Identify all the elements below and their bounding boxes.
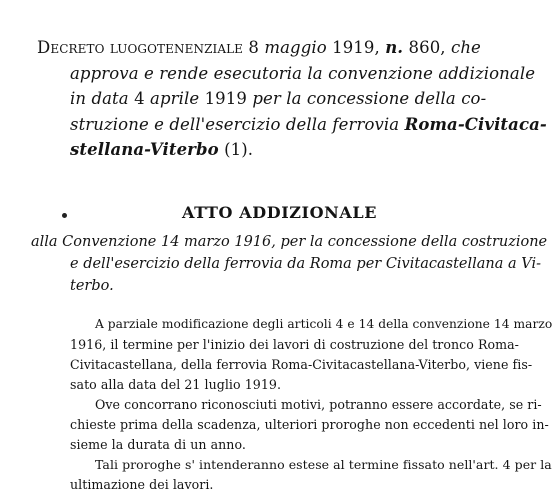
- decree-year: 1919,: [326, 38, 386, 57]
- body-line-2: 1916, il termine per l'inizio dei lavori di costruzione del tronco Roma-: [70, 337, 519, 352]
- decree-line-4-b: Roma-Civitaca-: [404, 115, 547, 134]
- body-line-8: Tali proroghe s' intenderanno estese al termine fissato nell'art. 4 per la: [95, 457, 552, 472]
- decree-number: 860,: [403, 38, 451, 57]
- sub-line-3: terbo.: [70, 278, 114, 294]
- sub-line-1: alla Convenzione 14 marzo 1916, per la concessione della costruzione: [31, 234, 548, 250]
- decree-day: 8: [243, 38, 265, 57]
- body-line-5: Ove concorrano riconosciuti motivi, potranno essere accordate, se ri-: [95, 397, 542, 412]
- body-line-6: chieste prima della scadenza, ulteriori proroghe non eccedenti nel loro in-: [70, 417, 549, 432]
- decree-line-2: approva e rende esecutoria la convenzione addizionale: [70, 64, 536, 83]
- decree-line-3-b: 4: [134, 89, 145, 108]
- decree-line-5: [70, 140, 253, 159]
- decree-line-4: [70, 115, 547, 134]
- ink-dot: [62, 213, 67, 218]
- decree-line-5-a: stellana-Viterbo: [70, 140, 219, 159]
- decree-month: maggio: [264, 38, 327, 57]
- body-line-4: sato alla data del 21 luglio 1919.: [70, 377, 282, 392]
- decree-line-5-b: (1).: [218, 140, 254, 159]
- decree-type: Decreto luogotenenziale: [37, 38, 244, 57]
- body-line-1: A parziale modificazione degli articoli 4 e 14 della convenzione 14 marzo: [95, 317, 553, 331]
- body-line-9: ultimazione dei lavori.: [70, 477, 214, 492]
- section-title: ATTO ADDIZIONALE: [181, 203, 378, 222]
- body-line-3: Civitacastellana, della ferrovia Roma-Civitacastellana-Viterbo, viene fis-: [70, 357, 533, 372]
- decree-line-3-c: aprile: [144, 89, 205, 108]
- decree-che: che: [450, 38, 481, 57]
- decree-line-1: [37, 38, 481, 57]
- decree-line-3: [70, 89, 486, 108]
- decree-number-label: n.: [385, 38, 404, 57]
- decree-line-3-d: 1919: [204, 89, 247, 108]
- body-line-7: sieme la durata di un anno.: [70, 437, 246, 452]
- decree-line-3-e: per la concessione della co-: [246, 89, 487, 108]
- decree-line-4-a: struzione e dell'esercizio della ferrovia: [70, 115, 405, 134]
- decree-line-3-a: in data: [70, 89, 135, 108]
- sub-line-2: e dell'esercizio della ferrovia da Roma per Civitacastellana a Vi-: [70, 256, 541, 272]
